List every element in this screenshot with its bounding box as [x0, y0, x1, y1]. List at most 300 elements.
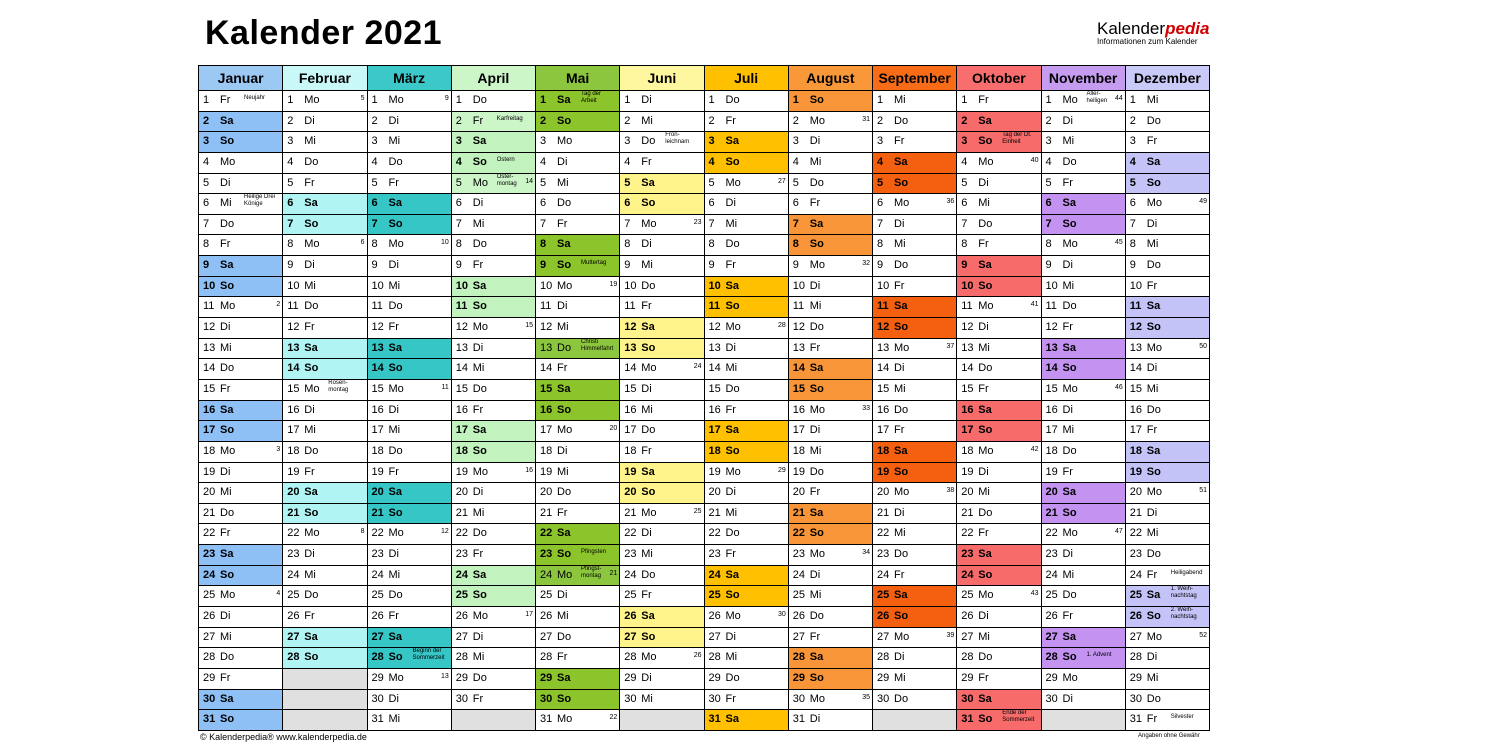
day-number: 10 [371, 279, 384, 292]
day-number: 15 [624, 382, 637, 395]
weekday-label: Do [725, 671, 740, 684]
day-cell [788, 359, 872, 380]
day-cell [283, 297, 367, 318]
day-number: 8 [877, 238, 884, 251]
day-cell [536, 173, 620, 194]
day-cell [957, 297, 1041, 318]
day-cell [1041, 524, 1125, 545]
day-number: 3 [1045, 135, 1052, 148]
day-cell [788, 627, 872, 648]
day-cell [873, 91, 957, 112]
day-cell [957, 111, 1041, 132]
day-number: 14 [961, 362, 974, 375]
weekday-label: So [388, 506, 403, 519]
day-number: 25 [1045, 589, 1058, 602]
weekday-label: Di [220, 321, 231, 334]
day-cell [620, 648, 704, 669]
day-cell [873, 648, 957, 669]
day-number: 27 [877, 630, 890, 643]
day-cell [873, 214, 957, 235]
day-number: 30 [371, 692, 384, 705]
weekday-label: Di [388, 114, 399, 127]
day-number: 12 [877, 321, 890, 334]
day-row [199, 379, 1210, 400]
day-number: 11 [624, 300, 636, 313]
day-number: 16 [203, 403, 216, 416]
day-cell [451, 441, 535, 462]
weekday-label: Di [978, 465, 989, 478]
month-header-2: März [367, 66, 451, 91]
day-cell [788, 152, 872, 173]
holiday-label: Ostern [496, 156, 515, 163]
weekday-label: Di [894, 217, 905, 230]
day-number: 26 [877, 610, 890, 623]
day-number: 14 [792, 362, 805, 375]
day-number: 3 [877, 135, 884, 148]
day-number: 2 [371, 114, 378, 127]
weekday-label: Fr [1062, 465, 1073, 478]
day-number: 1 [624, 94, 631, 106]
day-cell [367, 91, 451, 112]
day-number: 19 [287, 465, 300, 478]
day-number: 30 [540, 692, 553, 705]
day-cell [957, 586, 1041, 607]
day-number: 28 [371, 651, 384, 664]
day-cell [367, 441, 451, 462]
day-cell [199, 173, 283, 194]
day-cell [451, 297, 535, 318]
day-cell [1125, 462, 1209, 483]
day-cell [367, 648, 451, 669]
weekday-label: Mo [220, 155, 236, 168]
day-number: 7 [624, 217, 631, 230]
day-number: 3 [287, 135, 294, 148]
month-header-11: Dezember [1125, 66, 1209, 91]
weekday-label: So [472, 155, 487, 168]
week-number: 47 [1114, 528, 1123, 536]
day-cell [1041, 503, 1125, 524]
day-cell [788, 318, 872, 339]
day-cell [873, 441, 957, 462]
day-number: 24 [708, 568, 721, 581]
holiday-label: Neujahr [244, 95, 266, 101]
day-cell [1125, 524, 1209, 545]
day-cell [283, 276, 367, 297]
weekday-label: Mo [220, 300, 236, 313]
weekday-label: Fr [220, 527, 231, 540]
day-cell [199, 297, 283, 318]
day-number: 14 [1129, 362, 1142, 375]
weekday-label: Do [809, 610, 824, 623]
day-cell [1041, 668, 1125, 689]
empty-cell [1041, 710, 1125, 731]
week-number: 16 [525, 466, 533, 474]
month-header-5: Juni [620, 66, 704, 91]
weekday-label: Di [220, 176, 231, 189]
day-cell [620, 111, 704, 132]
weekday-label: Sa [1062, 630, 1076, 643]
weekday-label: Do [641, 424, 656, 437]
weekday-label: Sa [894, 444, 908, 457]
day-cell [788, 689, 872, 710]
day-cell [788, 565, 872, 586]
day-number: 29 [1045, 671, 1058, 684]
weekday-label: Sa [472, 279, 487, 292]
day-cell [620, 173, 704, 194]
weekday-label: Fr [472, 403, 484, 416]
day-number: 28 [1129, 651, 1142, 664]
weekday-label: Di [388, 259, 399, 272]
day-cell [1125, 111, 1209, 132]
day-cell [704, 318, 788, 339]
day-number: 6 [708, 197, 715, 210]
day-number: 28 [708, 651, 721, 664]
weekday-label: Mo [1062, 382, 1078, 395]
day-number: 21 [371, 506, 384, 519]
day-row [199, 607, 1210, 628]
weekday-label: Di [472, 197, 484, 210]
weekday-label: Fr [725, 548, 736, 561]
day-number: 9 [624, 259, 631, 272]
day-number: 25 [1129, 589, 1142, 602]
day-number: 12 [287, 321, 300, 334]
day-cell [199, 400, 283, 421]
day-row [199, 173, 1210, 194]
day-cell [367, 338, 451, 359]
day-cell [620, 379, 704, 400]
day-cell [620, 441, 704, 462]
weekday-label: Sa [725, 279, 739, 292]
day-number: 12 [371, 321, 384, 334]
day-cell [873, 359, 957, 380]
day-cell [283, 173, 367, 194]
day-number: 9 [455, 259, 462, 272]
day-number: 22 [624, 527, 637, 540]
day-number: 4 [1045, 155, 1052, 168]
weekday-label: Mi [1146, 382, 1159, 395]
day-cell [367, 524, 451, 545]
day-cell [704, 194, 788, 215]
day-cell [704, 607, 788, 628]
weekday-label: Mi [472, 651, 485, 664]
week-number: 2 [276, 301, 281, 309]
weekday-label: Di [1062, 692, 1073, 705]
day-number: 8 [792, 238, 799, 251]
holiday-label: Fron- leichnam [665, 132, 690, 146]
weekday-label: Mo [725, 176, 741, 189]
day-number: 28 [961, 651, 974, 664]
day-row [199, 668, 1210, 689]
day-number: 24 [203, 568, 216, 581]
holiday-label: Aller- heiligen [1086, 91, 1108, 104]
day-number: 28 [877, 651, 890, 664]
day-cell [957, 545, 1041, 566]
day-number: 13 [792, 341, 805, 354]
day-number: 31 [708, 713, 721, 726]
day-number: 19 [203, 465, 216, 478]
weekday-label: Do [557, 486, 572, 499]
day-number: 26 [287, 610, 300, 623]
weekday-label: Do [388, 300, 403, 313]
day-cell [536, 359, 620, 380]
weekday-label: So [978, 279, 993, 292]
weekday-label: So [809, 382, 824, 395]
day-cell [788, 462, 872, 483]
weekday-label: Mo [978, 589, 994, 602]
weekday-label: Sa [641, 465, 655, 478]
week-number: 4 [276, 590, 281, 598]
month-header-1: Februar [283, 66, 367, 91]
weekday-label: Di [894, 362, 905, 375]
day-cell [873, 318, 957, 339]
day-number: 22 [792, 527, 805, 540]
week-number: 41 [1030, 301, 1039, 309]
weekday-label: Mo [557, 279, 573, 292]
day-number: 7 [540, 217, 547, 230]
weekday-label: So [894, 465, 909, 478]
day-cell [199, 256, 283, 277]
weekday-label: Mo [978, 444, 994, 457]
day-cell [536, 689, 620, 710]
day-number: 13 [961, 341, 974, 354]
week-number: 17 [525, 611, 533, 619]
week-number: 35 [862, 693, 870, 701]
day-cell [283, 152, 367, 173]
footer-copyright: © Kalenderpedia® www.kalenderpedia.de [200, 732, 367, 742]
day-number: 4 [961, 155, 968, 168]
day-number: 18 [455, 444, 468, 457]
day-cell [367, 483, 451, 504]
day-cell [957, 235, 1041, 256]
day-cell [620, 400, 704, 421]
day-number: 27 [287, 630, 300, 643]
day-cell [1125, 710, 1209, 731]
day-cell [199, 276, 283, 297]
day-cell [536, 462, 620, 483]
day-number: 28 [540, 651, 553, 664]
day-number: 30 [961, 692, 974, 705]
day-cell [704, 689, 788, 710]
weekday-label: Sa [220, 114, 234, 127]
day-cell [451, 607, 535, 628]
week-number: 30 [777, 611, 786, 619]
weekday-label: Mo [472, 465, 489, 478]
weekday-label: Do [304, 155, 319, 168]
brand-logo[interactable] [1097, 20, 1209, 46]
day-cell [620, 503, 704, 524]
day-cell [1125, 318, 1209, 339]
day-cell [873, 689, 957, 710]
weekday-label: Mi [641, 259, 653, 272]
week-number: 52 [1199, 631, 1207, 639]
weekday-label: Sa [978, 692, 992, 705]
weekday-label: Do [725, 94, 740, 106]
day-cell [1041, 379, 1125, 400]
day-number: 19 [371, 465, 384, 478]
weekday-label: Mo [894, 630, 910, 643]
holiday-label: Ende der Sommerzeit [1002, 710, 1035, 724]
weekday-label: Do [220, 362, 235, 375]
weekday-label: Mo [725, 465, 741, 478]
day-cell [788, 545, 872, 566]
day-row [199, 421, 1210, 442]
holiday-label: Beginn der Sommerzeit [412, 648, 445, 662]
weekday-label: Sa [894, 300, 908, 313]
weekday-label: So [1146, 176, 1161, 189]
day-number: 19 [708, 465, 721, 478]
weekday-label: Di [1062, 548, 1073, 561]
weekday-label: So [809, 94, 824, 106]
day-cell [1125, 627, 1209, 648]
weekday-label: Sa [894, 589, 908, 602]
day-cell [620, 565, 704, 586]
day-number: 17 [1129, 424, 1142, 437]
weekday-label: So [809, 527, 824, 540]
weekday-label: Do [641, 279, 656, 292]
holiday-label: Heilige Drei Könige [244, 194, 276, 208]
weekday-label: Mi [557, 176, 569, 189]
day-number: 16 [792, 403, 805, 416]
weekday-label: Sa [472, 568, 487, 581]
day-number: 17 [540, 424, 553, 437]
day-number: 25 [455, 589, 468, 602]
day-cell [957, 318, 1041, 339]
day-number: 15 [1045, 382, 1058, 395]
day-cell [451, 359, 535, 380]
day-number: 18 [708, 444, 721, 457]
day-cell [367, 379, 451, 400]
day-cell [620, 545, 704, 566]
day-number: 24 [624, 568, 637, 581]
day-number: 12 [1129, 321, 1142, 334]
day-number: 11 [540, 300, 552, 313]
weekday-label: So [388, 651, 403, 664]
week-number: 51 [1199, 487, 1207, 495]
weekday-label: Mi [894, 382, 906, 395]
day-cell [1041, 152, 1125, 173]
day-cell [873, 565, 957, 586]
weekday-label: So [978, 135, 993, 148]
day-cell [536, 524, 620, 545]
empty-cell [873, 710, 957, 731]
day-cell [957, 483, 1041, 504]
weekday-label: Sa [388, 486, 402, 499]
day-number: 17 [371, 424, 384, 437]
day-cell [1125, 379, 1209, 400]
weekday-label: Di [1062, 403, 1073, 416]
weekday-label: Mi [725, 506, 738, 519]
weekday-label: Do [894, 403, 909, 416]
weekday-label: Mo [894, 341, 910, 354]
day-number: 4 [1129, 155, 1136, 168]
day-number: 6 [961, 197, 968, 210]
day-cell [1125, 503, 1209, 524]
day-cell [367, 689, 451, 710]
day-number: 23 [287, 548, 300, 561]
week-number: 44 [1114, 95, 1123, 102]
day-cell [367, 194, 451, 215]
day-cell [1125, 194, 1209, 215]
day-number: 14 [1045, 362, 1058, 375]
weekday-label: Mo [388, 382, 404, 395]
day-cell [1125, 545, 1209, 566]
day-number: 26 [961, 610, 974, 623]
week-number: 36 [946, 198, 955, 206]
day-number: 18 [287, 444, 300, 457]
day-number: 6 [287, 197, 294, 210]
day-number: 27 [203, 630, 216, 643]
day-cell [1041, 276, 1125, 297]
day-number: 11 [203, 300, 215, 313]
day-number: 16 [371, 403, 384, 416]
day-cell [1125, 256, 1209, 277]
day-number: 17 [203, 424, 216, 437]
weekday-label: Sa [978, 548, 992, 561]
day-cell [283, 214, 367, 235]
week-number: 5 [360, 95, 365, 102]
day-cell [367, 503, 451, 524]
day-cell [536, 503, 620, 524]
day-number: 8 [455, 238, 462, 251]
weekday-label: Mo [894, 197, 910, 210]
day-cell [704, 545, 788, 566]
day-row [199, 91, 1210, 112]
weekday-label: Do [557, 341, 572, 354]
day-cell [788, 421, 872, 442]
day-number: 27 [371, 630, 384, 643]
weekday-label: Sa [388, 341, 402, 354]
day-cell [788, 173, 872, 194]
day-cell [283, 111, 367, 132]
month-header-row [199, 66, 1210, 91]
weekday-label: Mo [809, 548, 826, 561]
day-number: 12 [540, 321, 553, 334]
day-number: 1 [961, 94, 968, 106]
day-number: 20 [961, 486, 974, 499]
day-number: 11 [708, 300, 721, 313]
weekday-label: Do [304, 444, 319, 457]
weekday-label: Sa [809, 506, 824, 519]
day-number: 30 [203, 692, 216, 705]
day-number: 7 [455, 217, 462, 230]
weekday-label: Do [894, 114, 909, 127]
day-cell [283, 483, 367, 504]
day-row [199, 545, 1210, 566]
day-number: 14 [287, 362, 300, 375]
day-cell [704, 276, 788, 297]
weekday-label: Do [809, 176, 824, 189]
day-number: 4 [624, 155, 631, 168]
day-number: 5 [877, 176, 884, 189]
day-number: 1 [1129, 94, 1136, 106]
weekday-label: Mi [725, 651, 738, 664]
day-cell [199, 565, 283, 586]
day-cell [451, 483, 535, 504]
day-number: 18 [371, 444, 384, 457]
weekday-label: Mi [388, 424, 401, 437]
day-number: 21 [1045, 506, 1058, 519]
weekday-label: Do [220, 651, 235, 664]
day-cell [367, 318, 451, 339]
day-number: 18 [1129, 444, 1142, 457]
weekday-label: Mi [220, 486, 232, 499]
day-cell [704, 668, 788, 689]
day-number: 7 [877, 217, 884, 230]
weekday-label: Do [725, 238, 740, 251]
day-cell [451, 318, 535, 339]
weekday-label: Fr [641, 589, 652, 602]
weekday-label: Di [641, 671, 652, 684]
